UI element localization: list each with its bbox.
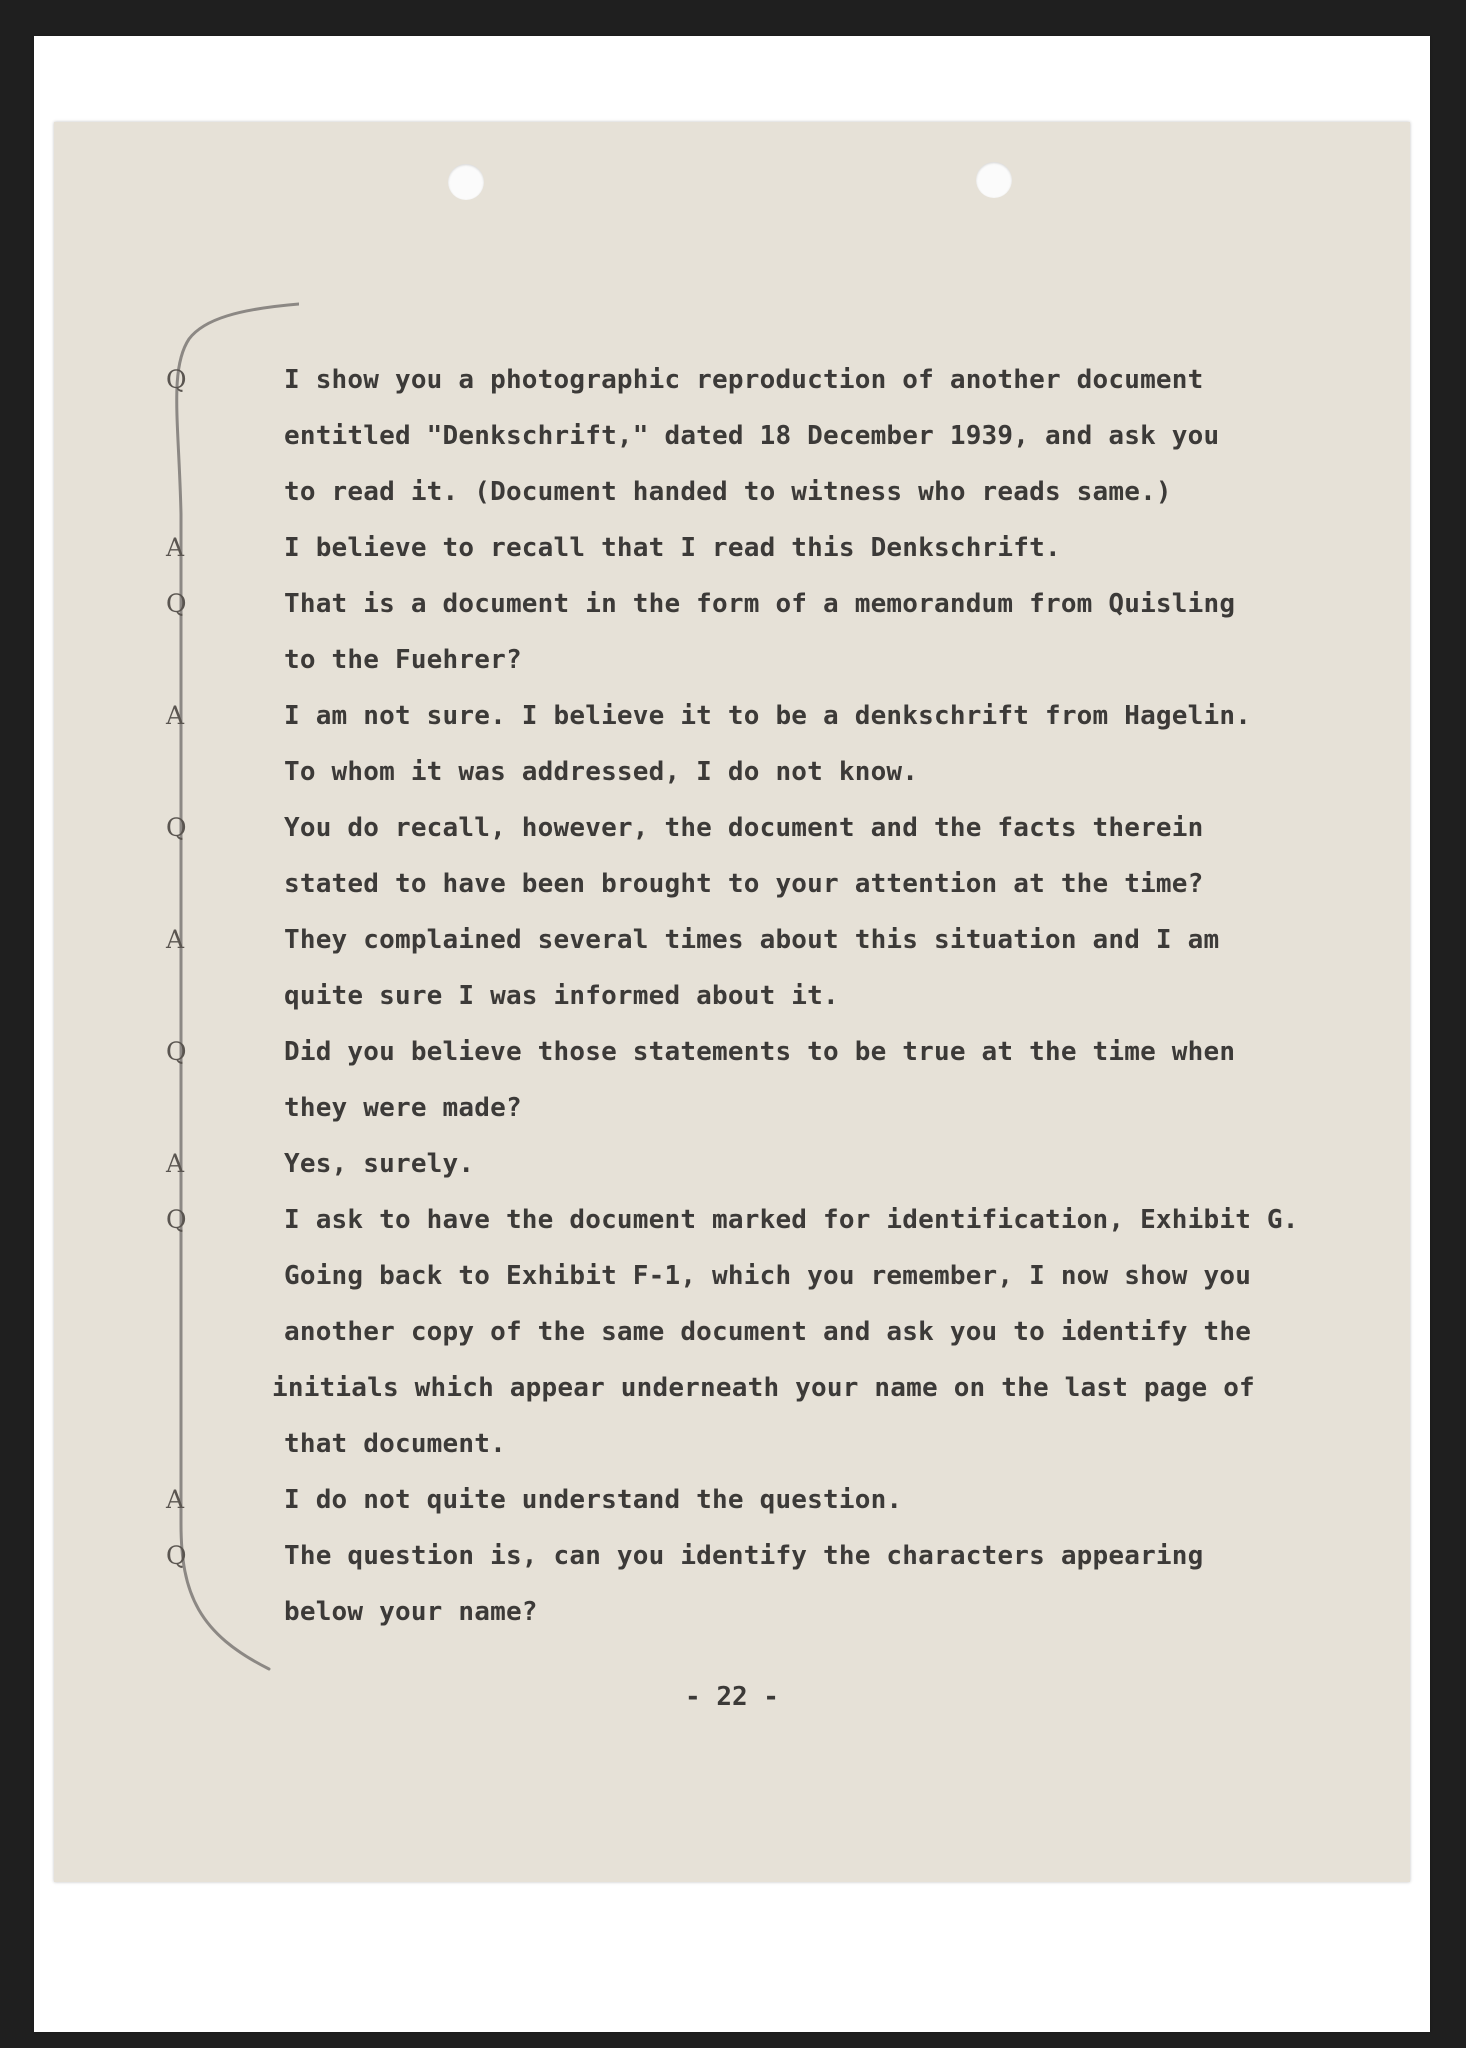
speaker-label: A [166,1485,185,1514]
speaker-label: Q [166,589,187,618]
transcript-text: To whom it was addressed, I do not know. [284,757,919,787]
speaker-label: Q [166,1541,187,1570]
transcript-body [54,122,1410,1882]
transcript-text: entitled "Denkschrift," dated 18 December 1939, and ask you [284,421,1220,451]
document-page [54,122,1410,1882]
speaker-label: Q [166,1037,187,1066]
transcript-text: They complained several times about this situation and I am [284,925,1220,955]
transcript-text: You do recall, however, the document and the facts therein [284,813,1204,843]
transcript-text: I am not sure. I believe it to be a denkschrift from Hagelin. [284,701,1252,731]
transcript-text: I show you a photographic reproduction of another document [284,365,1204,395]
transcript-text: stated to have been brought to your attention at the time? [284,869,1204,899]
transcript-text: to the Fuehrer? [284,645,522,675]
speaker-label: A [166,1149,185,1178]
transcript-text: quite sure I was informed about it. [284,981,839,1011]
transcript-text: to read it. (Document handed to witness who reads same.) [284,477,1172,507]
transcript-text: I believe to recall that I read this Denkschrift. [284,533,1061,563]
transcript-text: below your name? [284,1597,538,1627]
page-number: - 22 - [685,1682,779,1712]
transcript-text: I do not quite understand the question. [284,1485,903,1515]
speaker-label: Q [166,813,187,842]
transcript-text: they were made? [284,1093,522,1123]
transcript-text: That is a document in the form of a memorandum from Quisling [284,589,1236,619]
transcript-text: I ask to have the document marked for identification, Exhibit G. [284,1205,1299,1235]
transcript-text: initials which appear underneath your name on the last page of [272,1373,1255,1403]
transcript-text: Yes, surely. [284,1149,475,1179]
transcript-text: another copy of the same document and ask you to identify the [284,1317,1252,1347]
speaker-label: Q [166,1205,187,1234]
transcript-text: Did you believe those statements to be true at the time when [284,1037,1236,1067]
transcript-text: The question is, can you identify the characters appearing [284,1541,1204,1571]
speaker-label: A [166,533,185,562]
speaker-label: A [166,925,185,954]
speaker-label: Q [166,365,187,394]
transcript-text: that document. [284,1429,506,1459]
transcript-text: Going back to Exhibit F-1, which you remember, I now show you [284,1261,1252,1291]
speaker-label: A [166,701,185,730]
